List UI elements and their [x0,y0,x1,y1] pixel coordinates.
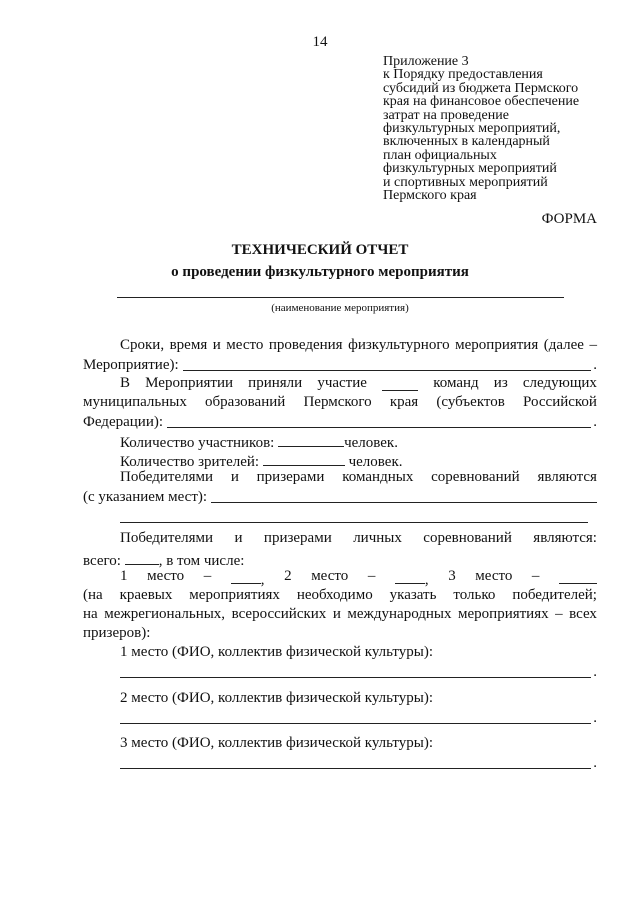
third-place-count-field[interactable] [559,568,597,584]
appendix-line: Пермского края [383,188,477,204]
appendix-line: затрат на проведение [383,107,509,123]
individual-winners-line-1: Победителями и призерами личных соревнований являются: [120,530,597,546]
participants-count-field[interactable] [278,431,344,447]
event-name-field[interactable] [117,297,564,298]
first-place-line: . [120,663,597,681]
page-number: 14 [312,34,328,50]
places-count-line: 1 место – , 2 место – , 3 место – [120,568,597,589]
appendix-line: и спортивных мероприятий [383,174,548,190]
dates-line-2: Мероприятие): . [83,357,597,373]
note-line-1: (на краевых мероприятиях необходимо указать только победителей; [83,587,597,603]
participants-count-line: Количество участников: человек. [120,431,398,452]
third-place-field[interactable] [120,754,591,769]
team-winners-field[interactable] [211,488,597,503]
event-name-caption: (наименование мероприятия) [271,302,409,314]
spectators-count-line: Количество зрителей: человек. [120,450,403,471]
team-winners-line-1: Победителями и призерами командных соревнований являются [120,469,597,485]
dates-line-1: Сроки, время и место проведения физкультурного мероприятия (далее – [120,337,597,353]
note-line-3: призеров): [83,625,151,641]
participation-line-1: В Мероприятии приняли участие команд из следующих [120,375,597,391]
individual-total-line: всего: , в том числе: [83,549,244,570]
document-title: ТЕХНИЧЕСКИЙ ОТЧЕТ [231,242,409,258]
appendix-line: Приложение 3 [383,54,469,69]
second-place-line: . [120,709,597,727]
form-label: ФОРМА [541,211,597,227]
appendix-line: физкультурных мероприятий, [383,121,561,137]
appendix-line: к Порядку предоставления [383,67,543,83]
second-place-count-field[interactable] [395,568,425,584]
spectators-count-field[interactable] [263,450,345,466]
document-subtitle: о проведении физкультурного мероприятия [171,264,469,280]
participation-line-2: муниципальных образований Пермского края (субъектов Российской [83,394,597,410]
appendix-line: включенных в календарный [383,134,550,150]
appendix-line: план официальных [383,147,497,163]
appendix-block [383,55,579,202]
first-place-field[interactable] [120,663,591,678]
municipalities-field[interactable] [167,413,591,428]
team-count-field[interactable] [382,375,418,391]
participation-line-3: Федерации): . [83,414,597,430]
appendix-line: края на финансовое обеспечение [383,94,580,110]
first-place-count-field[interactable] [231,568,261,584]
appendix-line: субсидий из бюджета Пермского [383,80,579,96]
third-place-line: . [120,754,597,772]
team-winners-field-extra[interactable] [120,522,588,523]
individual-total-field[interactable] [125,549,159,565]
third-place-label: 3 место (ФИО, коллектив физической культуры): [120,735,434,751]
note-line-2: на межрегиональных, всероссийских и международных мероприятиях – всех [83,606,597,622]
appendix-line: физкультурных мероприятий [383,161,557,177]
second-place-label: 2 место (ФИО, коллектив физической культуры): [120,690,434,706]
team-winners-line-2: (с указанием мест): [83,488,597,506]
first-place-label: 1 место (ФИО, коллектив физической культуры): [120,644,434,660]
second-place-field[interactable] [120,709,591,724]
event-dates-field[interactable] [183,356,592,371]
